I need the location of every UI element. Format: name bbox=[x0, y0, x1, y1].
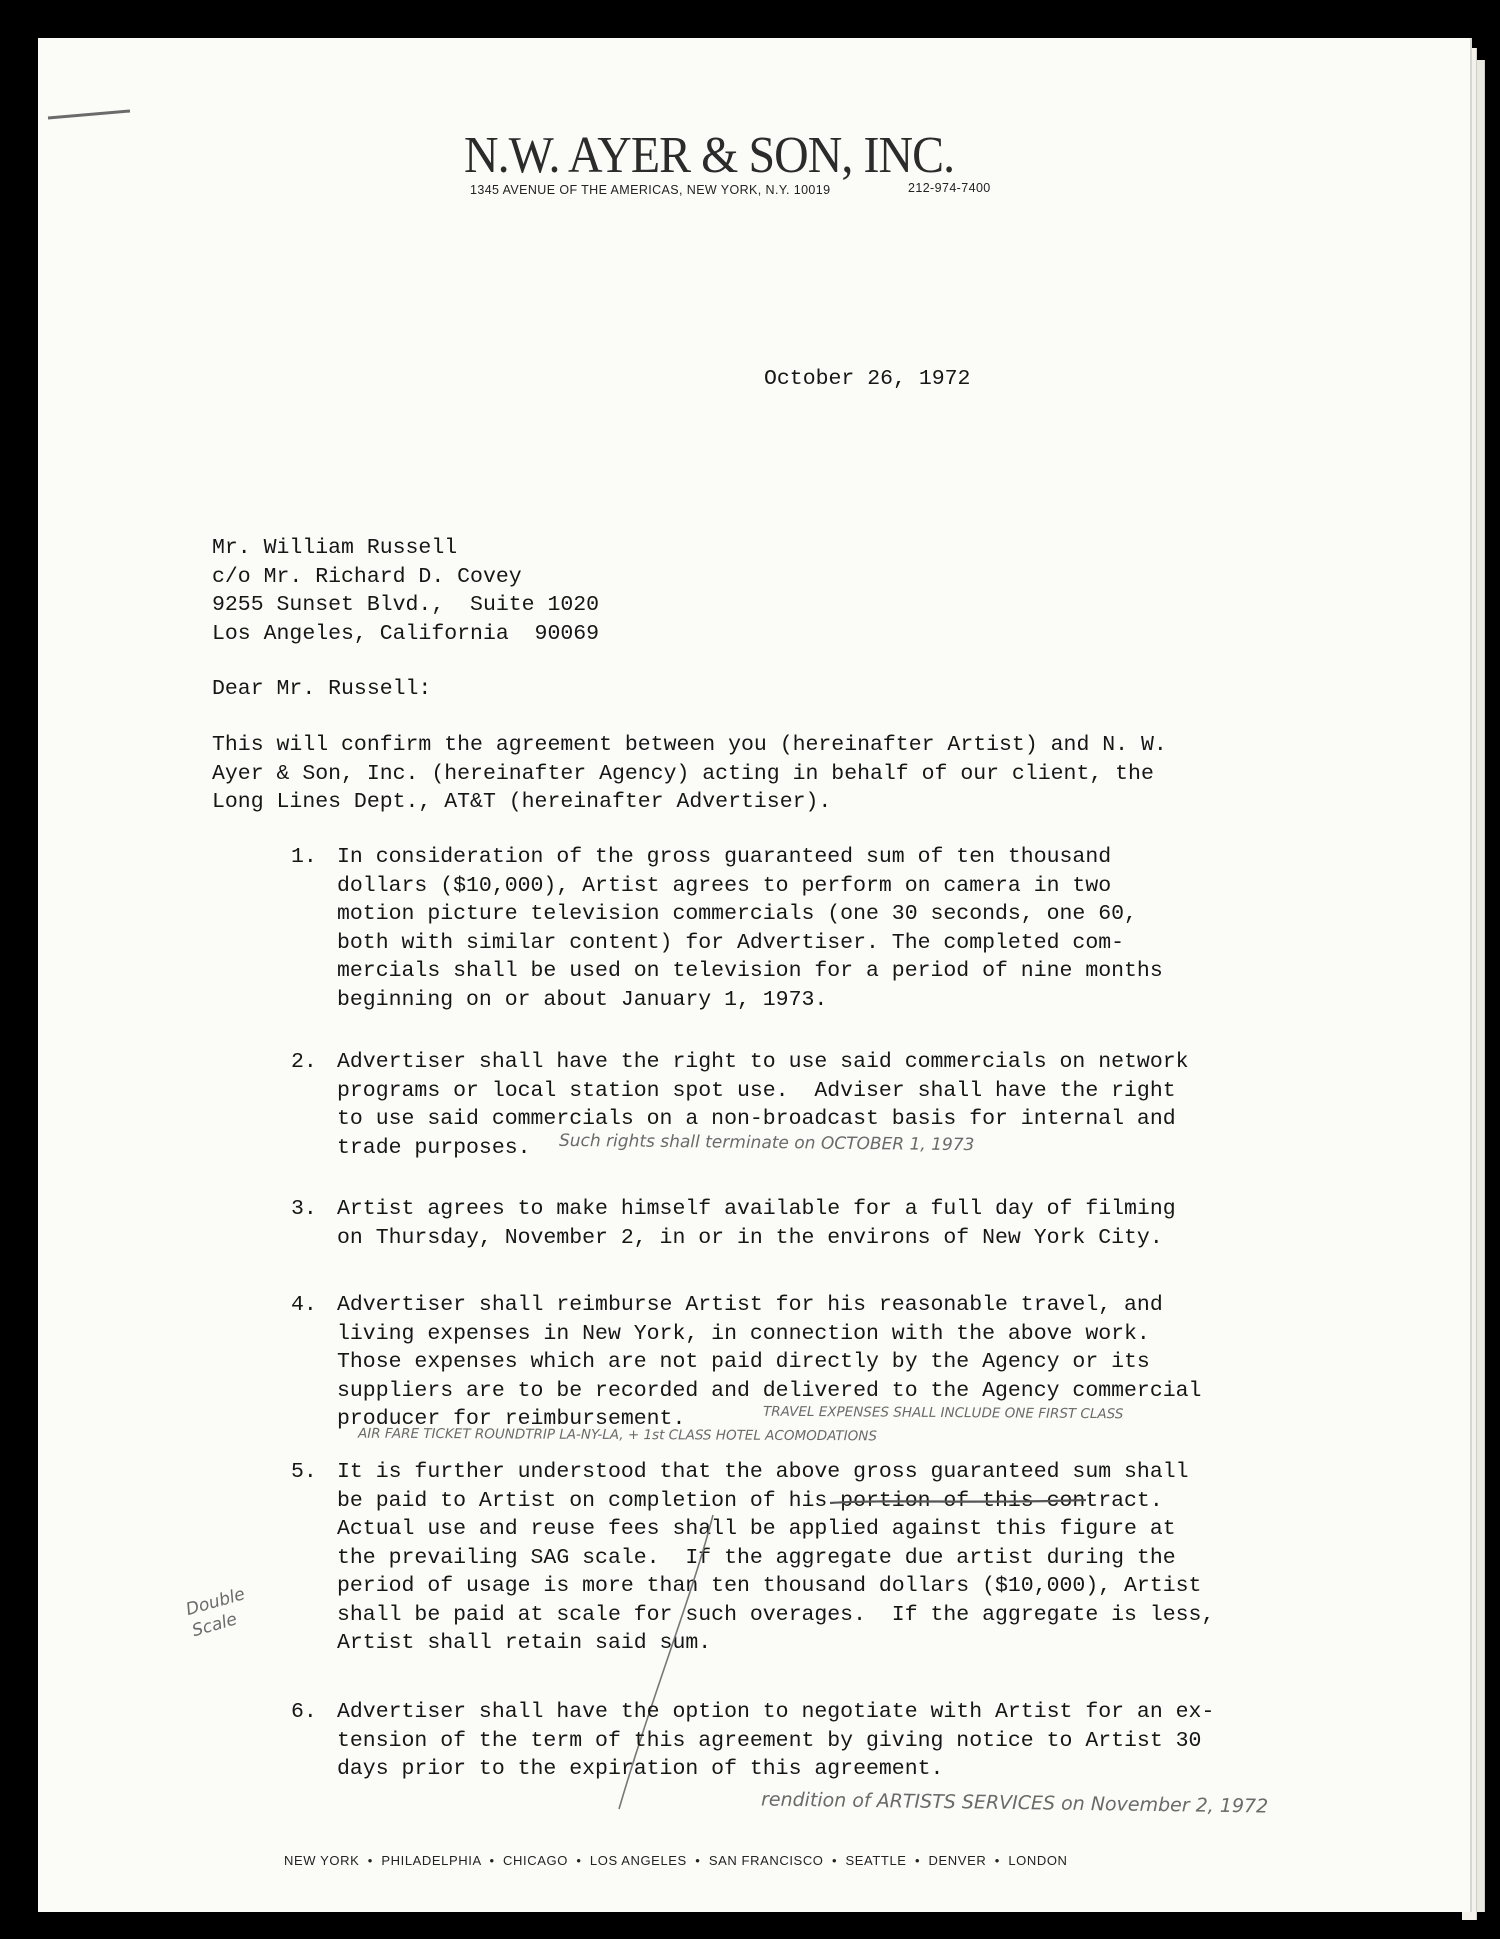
clause-line: It is further understood that the above gross guaranteed sum shall bbox=[337, 1460, 1189, 1484]
clause-line: Advertiser shall have the right to use said commercials on network bbox=[337, 1050, 1189, 1074]
handwritten-margin-note: Double Scale bbox=[183, 1584, 248, 1642]
clause-line: In consideration of the gross guaranteed sum of ten thousand bbox=[337, 845, 1112, 869]
clause-line: tension of the term of this agreement by giving notice to Artist 30 bbox=[337, 1728, 1202, 1753]
intro-paragraph bbox=[212, 731, 1167, 817]
clause-number: 5. bbox=[291, 1460, 317, 1484]
clause-number: 3. bbox=[291, 1197, 317, 1221]
recipient-line: 9255 Sunset Blvd., Suite 1020 bbox=[212, 593, 600, 617]
clause-line: Advertiser shall reimburse Artist for his reasonable travel, and bbox=[337, 1293, 1163, 1317]
recipient-address bbox=[212, 534, 599, 648]
clause-line: Those expenses which are not paid directly by the Agency or its bbox=[337, 1350, 1150, 1374]
clause-line: producer for reimbursement. bbox=[337, 1407, 686, 1431]
clause-line: Actual use and reuse fees shall be applied against this figure at bbox=[337, 1517, 1176, 1541]
staple-mark bbox=[42, 100, 132, 130]
clause-line: beginning on or about January 1, 1973. bbox=[337, 987, 828, 1012]
intro-line: This will confirm the agreement between you (hereinafter Artist) and N. W. bbox=[212, 733, 1167, 757]
handwritten-clause4-addition-2: AIR FARE TICKET ROUNDTRIP LA-NY-LA, + 1st CLASS HOTEL ACOMODATIONS bbox=[357, 1425, 877, 1445]
letter-date: October 26, 1972 bbox=[764, 367, 971, 391]
clause-line: days prior to the expiration of this agreement. bbox=[337, 1757, 944, 1781]
clause-line: shall be paid at scale for such overages. If the aggregate is less, bbox=[337, 1602, 1215, 1627]
letterhead-footer-offices: NEW YORK • PHILADELPHIA • CHICAGO • LOS ANGELES • SAN FRANCISCO • SEATTLE • DENVER • LONDON bbox=[284, 1853, 1068, 1868]
clause-line: dollars ($10,000), Artist agrees to perform on camera in two bbox=[337, 873, 1112, 898]
clause-line: Artist shall retain said sum. bbox=[337, 1631, 712, 1655]
handwritten-clause2-addition: Such rights shall terminate on OCTOBER 1, 1973 bbox=[558, 1130, 975, 1156]
clause-line: period of usage is more than ten thousand dollars ($10,000), Artist bbox=[337, 1574, 1202, 1598]
salutation: Dear Mr. Russell: bbox=[212, 677, 432, 701]
clause-line: on Thursday, November 2, in or in the environs of New York City. bbox=[337, 1225, 1163, 1250]
clause-line: living expenses in New York, in connection with the above work. bbox=[337, 1321, 1150, 1346]
recipient-line: Mr. William Russell bbox=[212, 536, 458, 560]
strikethrough-mark bbox=[828, 1492, 1088, 1512]
clause-line: motion picture television commercials (one 30 seconds, one 60, bbox=[337, 902, 1137, 926]
intro-line: Long Lines Dept., AT&T (hereinafter Advertiser). bbox=[212, 790, 832, 814]
clause-number: 2. bbox=[291, 1050, 317, 1074]
intro-line: Ayer & Son, Inc. (hereinafter Agency) acting in behalf of our client, the bbox=[212, 761, 1154, 786]
letterhead-address: 1345 AVENUE OF THE AMERICAS, NEW YORK, N.Y. 10019 bbox=[470, 183, 831, 197]
letterhead-phone: 212-974-7400 bbox=[908, 181, 991, 195]
clause-line: both with similar content) for Advertiser. The completed com- bbox=[337, 930, 1125, 955]
clause-line: trade purposes. bbox=[337, 1135, 531, 1160]
recipient-line: c/o Mr. Richard D. Covey bbox=[212, 564, 522, 589]
clause-line: programs or local station spot use. Adviser shall have the right bbox=[337, 1078, 1176, 1103]
clause-number: 6. bbox=[291, 1700, 317, 1724]
handwritten-clause4-addition-1: TRAVEL EXPENSES SHALL INCLUDE ONE FIRST CLASS bbox=[762, 1403, 1124, 1423]
recipient-line: Los Angeles, California 90069 bbox=[212, 621, 600, 646]
clause-line: mercials shall be used on television for a period of nine months bbox=[337, 959, 1163, 983]
handwritten-clause6-addition: rendition of ARTISTS SERVICES on November 2, 1972 bbox=[760, 1788, 1269, 1818]
clause-line: the prevailing SAG scale. If the aggregate due artist during the bbox=[337, 1545, 1176, 1570]
letter-page bbox=[38, 38, 1470, 1912]
clause-line: be paid to Artist on completion of his portion of this contract. bbox=[337, 1488, 1163, 1513]
clause-line: suppliers are to be recorded and delivered to the Agency commercial bbox=[337, 1378, 1202, 1403]
clause-number: 1. bbox=[291, 845, 317, 869]
clause-line: Advertiser shall have the option to negotiate with Artist for an ex- bbox=[337, 1700, 1215, 1724]
clause-line: Artist agrees to make himself available for a full day of filming bbox=[337, 1197, 1176, 1221]
clause-number: 4. bbox=[291, 1293, 317, 1317]
company-logo: N.W. AYER & SON, INC. bbox=[464, 127, 955, 184]
clause-line: to use said commercials on a non-broadcast basis for internal and bbox=[337, 1107, 1176, 1131]
